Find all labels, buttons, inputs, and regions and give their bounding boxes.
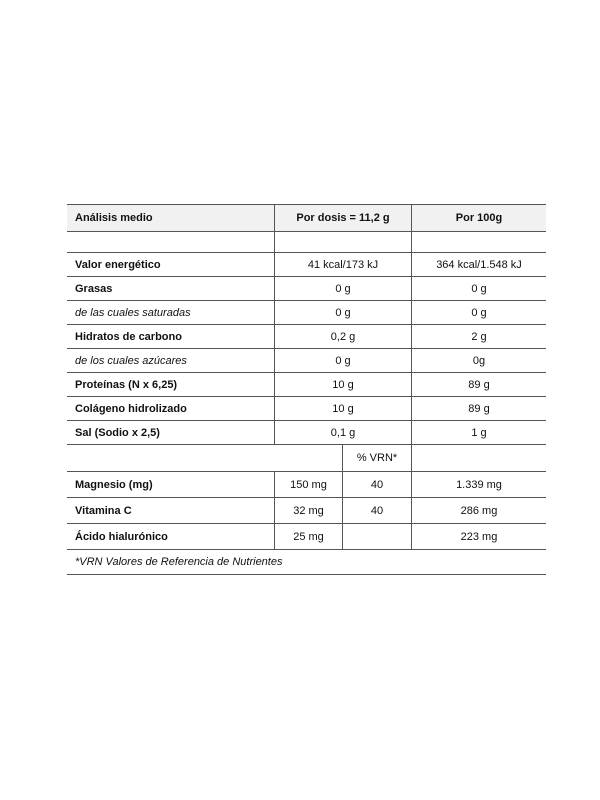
- table-row: [67, 472, 546, 498]
- vrn-header-blank: [274, 445, 342, 471]
- header-per-100g: Por 100g: [411, 205, 546, 231]
- mineral-label: Vitamina C: [75, 504, 132, 517]
- row-label: de los cuales azúcares: [75, 354, 187, 367]
- header-analysis: Análisis medio: [75, 212, 153, 224]
- mineral-per100-value: 286 mg: [411, 498, 546, 523]
- row-label: Sal (Sodio x 2,5): [75, 426, 160, 439]
- vrn-header-blank: [411, 445, 546, 471]
- vrn-header-row: [67, 445, 546, 472]
- row-dose-value: 41 kcal/173 kJ: [274, 253, 411, 276]
- table-row: [67, 277, 546, 301]
- row-per100-value: 0g: [411, 349, 546, 372]
- footnote-text: *VRN Valores de Referencia de Nutrientes: [75, 556, 283, 568]
- row-label: de las cuales saturadas: [75, 306, 191, 319]
- table-spacer-row: [67, 232, 546, 253]
- vrn-header-blank: [67, 445, 274, 471]
- table-row: [67, 498, 546, 524]
- row-dose-value: 10 g: [274, 373, 411, 396]
- row-per100-value: 0 g: [411, 277, 546, 300]
- vrn-header-label: % VRN*: [342, 445, 411, 471]
- row-dose-value: 0,1 g: [274, 421, 411, 444]
- mineral-vrn-value: 40: [342, 472, 411, 497]
- table-header-row: [67, 205, 546, 232]
- mineral-label: Magnesio (mg): [75, 478, 153, 491]
- row-per100-value: 89 g: [411, 373, 546, 396]
- row-dose-value: 0 g: [274, 301, 411, 324]
- spacer-cell: [274, 232, 411, 252]
- mineral-vrn-value: 40: [342, 498, 411, 523]
- row-per100-value: 1 g: [411, 421, 546, 444]
- table-row: [67, 325, 546, 349]
- footnote-row: [67, 550, 546, 575]
- row-dose-value: 0 g: [274, 349, 411, 372]
- row-label: Colágeno hidrolizado: [75, 402, 187, 415]
- header-per-dose: Por dosis = 11,2 g: [274, 205, 411, 231]
- table-row: [67, 373, 546, 397]
- table-row: [67, 421, 546, 445]
- row-per100-value: 89 g: [411, 397, 546, 420]
- row-dose-value: 0,2 g: [274, 325, 411, 348]
- nutrition-table: [67, 204, 546, 575]
- mineral-dose-value: 150 mg: [274, 472, 342, 497]
- spacer-cell: [411, 232, 546, 252]
- mineral-vrn-value: [342, 524, 411, 549]
- row-dose-value: 10 g: [274, 397, 411, 420]
- mineral-per100-value: 223 mg: [411, 524, 546, 549]
- row-per100-value: 0 g: [411, 301, 546, 324]
- mineral-dose-value: 32 mg: [274, 498, 342, 523]
- mineral-dose-value: 25 mg: [274, 524, 342, 549]
- row-label: Proteínas (N x 6,25): [75, 378, 178, 391]
- table-row: [67, 349, 546, 373]
- row-per100-value: 364 kcal/1.548 kJ: [411, 253, 546, 276]
- row-dose-value: 0 g: [274, 277, 411, 300]
- table-row: [67, 253, 546, 277]
- row-label: Grasas: [75, 282, 113, 295]
- mineral-label: Ácido hialurónico: [75, 530, 168, 543]
- row-label: Valor energético: [75, 258, 161, 271]
- row-label: Hidratos de carbono: [75, 330, 182, 343]
- table-row: [67, 524, 546, 550]
- table-row: [67, 301, 546, 325]
- table-row: [67, 397, 546, 421]
- mineral-per100-value: 1.339 mg: [411, 472, 546, 497]
- spacer-cell: [67, 232, 274, 252]
- row-per100-value: 2 g: [411, 325, 546, 348]
